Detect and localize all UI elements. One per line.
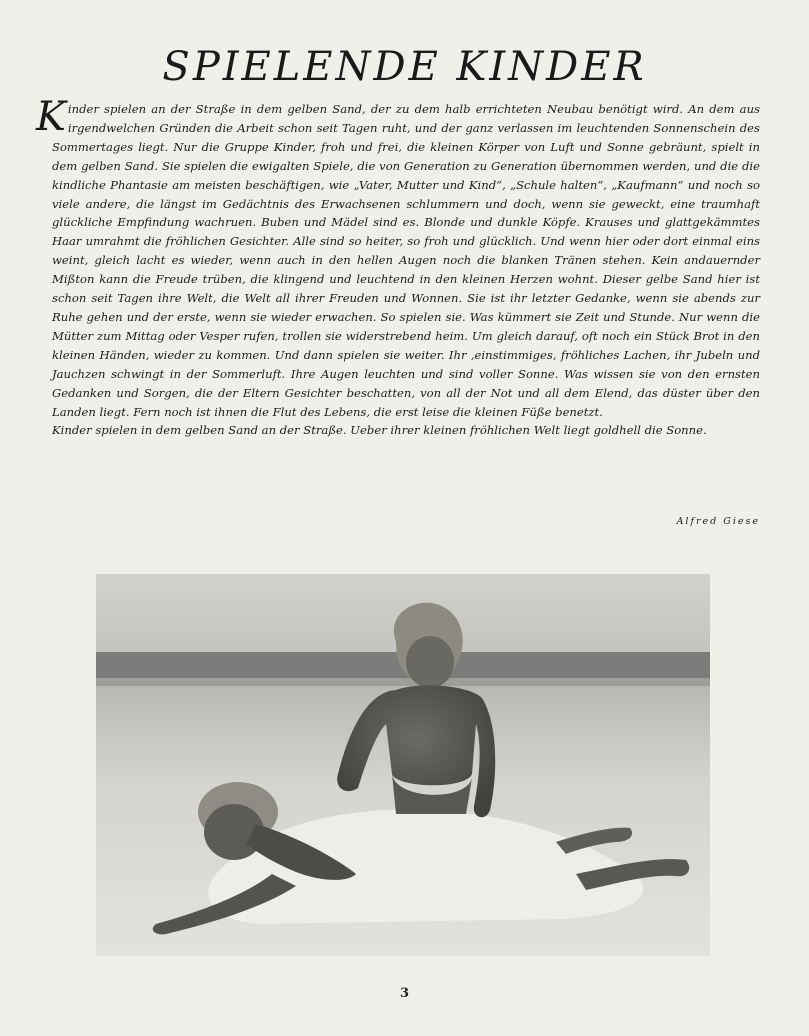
photo-illustration bbox=[96, 574, 710, 956]
drop-cap: K bbox=[36, 94, 66, 140]
article-paragraph-1-text: inder spielen an der Straße in dem gelben Sand, der zu dem halb errichteten Neubau benötigt wird. An dem aus irgendwelchen Gründen die Arbeit schon seit Tagen ruht, und der ganz verlassen im leuchtenden Sonnenschein des Sommertages liegt. Nur die Gruppe Kinder, froh und frei, die kleinen Körper von Luft und Sonne gebräunt, spielt in dem gelben Sand. Sie spielen die ewigalten Spiele, die von Generation zu Generation übernommen werden, und die die kindliche Phantasie am meisten beschäftigen, wie „Vater, Mutter und Kind“, „Schule halten“, „Kaufmann“ und noch so viele andere, die längst im Gedächtnis des Erwachsenen schlummern und doch, wenn sie geweckt, eine traumhaft glückliche Empfindung wachruen. Buben und Mädel sind es. Blonde und dunkle Köpfe. Krauses und glattgekämmtes Haar umrahmt die fröhlichen Gesichter. Alle sind so heiter, so froh und glücklich. Und wenn hier oder dort einmal eins weint, gleich lacht es wieder, wenn auch in den hellen Augen noch die blanken Tränen stehen. Kein andauernder Mißton kann die Freude trüben, die klingend und leuchtend in den kleinen Herzen wohnt. Dieser gelbe Sand hier ist schon seit Tagen ihre Welt, die Welt all ihrer Freuden und Wonnen. Sie ist ihr letzter Gedanke, wenn sie abends zur Ruhe gehen und der erste, wenn sie wieder erwachen. So spielen sie. Was kümmert sie Zeit und Stunde. Nur wenn die Mütter zum Mittag oder Vesper rufen, trollen sie widerstrebend heim. Um gleich darauf, oft noch ein Stück Brot in den kleinen Händen, wieder zu kommen. Und dann spielen sie weiter. Ihr ,einstimmiges, fröhliches Lachen, ihr Jubeln und Jauchzen schwingt in der Sommerluft. Ihre Augen leuchten und sind voller Sonne. Was wissen sie von den ernsten Gedanken und Sorgen, die der Eltern Gesichter beschatten, von all der Not und all dem Elend, das düster über den Landen liegt. Fern noch ist ihnen die Flut des Lebens, die erst leise die kleinen Füße benetzt. bbox=[52, 102, 760, 419]
page-number: 3 bbox=[399, 986, 410, 1001]
page-title: SPIELENDE KINDER bbox=[162, 44, 647, 90]
article-body bbox=[36, 94, 760, 440]
article-paragraph-2: Kinder spielen in dem gelben Sand an der Straße. Ueber ihrer kleinen fröhlichen Welt liegt goldhell die Sonne. bbox=[52, 423, 707, 438]
author-signature: Alfred Giese bbox=[676, 516, 760, 527]
photo-children-on-beach bbox=[96, 574, 710, 956]
article-paragraph-1 bbox=[36, 94, 760, 421]
